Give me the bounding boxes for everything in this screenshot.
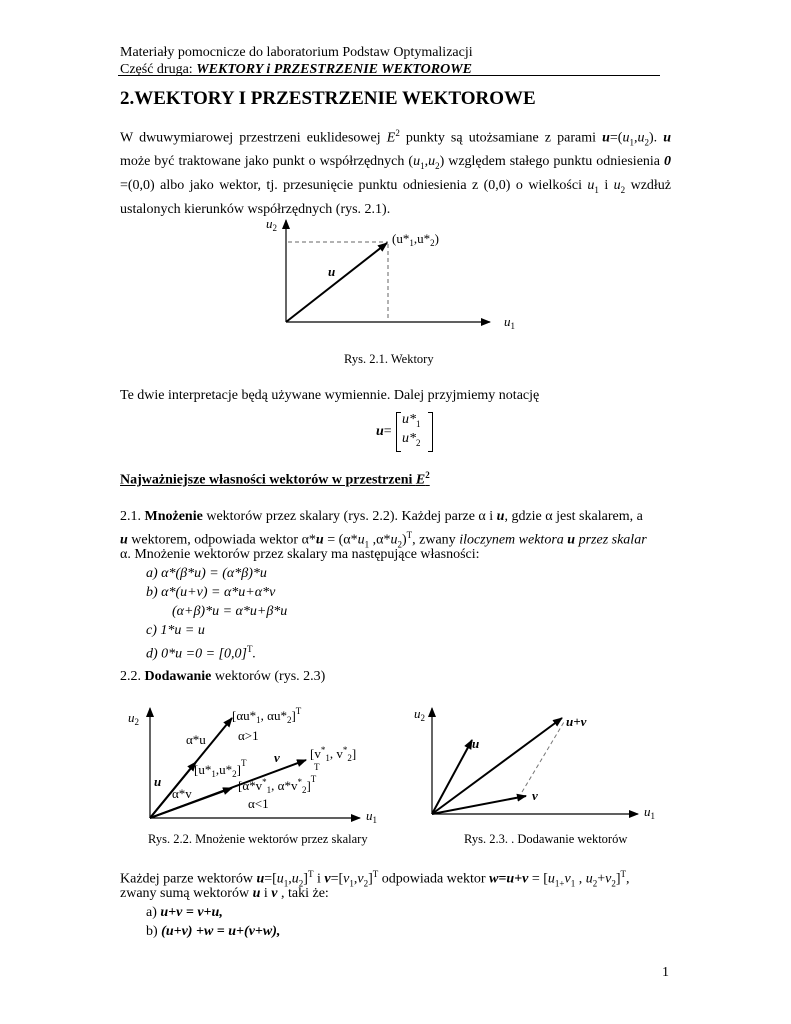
svg-text:u+v: u+v (566, 714, 587, 729)
sum-prop-a: a) u+v = v+u, (146, 905, 223, 920)
figure-3-caption: Rys. 2.3. . Dodawanie wektorów (464, 832, 628, 846)
svg-text:α<1: α<1 (248, 796, 269, 811)
svg-text:[u*1,u*2]T: $[u*_1,u*_2]^T$ (194, 758, 247, 779)
svg-text:T: T (314, 762, 320, 772)
mult-prop-b2: (α+β)*u = α*u+β*u (172, 604, 288, 619)
figure-scalar-multiplication (120, 700, 410, 828)
svg-text:u2: $u_2$ (414, 706, 425, 723)
svg-text:[αu*1, αu*2]T: [$\alpha u*_1$, $\alpha u*_2]^T$ (232, 706, 302, 725)
header-subtitle: WEKTORY i PRZESTRZENIE WEKTOROWE (196, 62, 472, 77)
mult-prop-c: c) 1*u = u (146, 623, 205, 638)
intro-paragraph: W dwuwymiarowej przestrzeni euklidesowej $E^2$ punkty są utożsamiane z parami $u=(u_1,u_2)$. u może być traktowane jako punkt o współrzędnych $(u_1,u_2)$ względem stałego punktu odniesienia 0 =(0,0) albo jako wektor, tj. przesunięcie punktu odniesienia z (0,0) o wielkości $u_1$ i $u_2$ wzdłuż ustalonych kierunków współrzędnych (rys. 2.1). (120, 128, 672, 218)
figure-vectors (260, 210, 520, 340)
sum-prop-b: b) (u+v) +w = u+(v+w), (146, 924, 281, 939)
header-rule (118, 75, 660, 76)
header-line-1: Materiały pomocnicze do laboratorium Podstaw Optymalizacji (120, 45, 473, 60)
notation-vector: u= $u*_1$ $u*_2$ (376, 410, 456, 454)
svg-text:u1: $u_1$ (366, 808, 377, 825)
add-heading: 2.2. Dodawanie wektorów (rys. 2.3) (120, 669, 326, 684)
point-label: $(u*_1,u*_2)$ (392, 231, 439, 248)
svg-text:α>1: α>1 (238, 728, 259, 743)
bracket-right (428, 412, 433, 452)
mult-prop-d: d) $0*u =0 = [0,0]^T$. (146, 644, 256, 662)
svg-text:α*v: α*v (172, 786, 192, 801)
svg-text:u: u (154, 774, 162, 789)
figure-1-caption: Rys. 2.1. Wektory (344, 352, 434, 366)
figure-2-caption: Rys. 2.2. Mnożenie wektorów przez skalary (148, 832, 368, 846)
mult-prop-b: b) α*(u+v) = α*u+α*v (146, 585, 276, 600)
mult-line-3: α. Mnożenie wektorów przez skalary ma następujące własności: (120, 547, 480, 562)
header-line-2: Część druga: WEKTORY i PRZESTRZENIE WEKTOROWE (120, 62, 472, 77)
notation-text: Te dwie interpretacje będą używane wymiennie. Dalej przyjmiemy notację (120, 388, 540, 403)
sum-line-1: Każdej parze wektorów $u=[u_1,u_2]^T$ i $v=[v_1,v_2]^T$ odpowiada wektor $w=u+v = [u_{1+}v_1$ , $u_2+v_2]^T$, (120, 869, 630, 889)
y-axis-label: $u_2$ (266, 216, 277, 233)
svg-text:u1: $u_1$ (644, 804, 655, 821)
svg-text:u2: $u_2$ (128, 710, 139, 727)
page-number: 1 (662, 965, 669, 980)
section-heading: Najważniejsze własności wektorów w przestrzeni $E^2$ (120, 470, 430, 488)
vector-u-label: u (328, 264, 336, 279)
mult-line-1: 2.1. Mnożenie wektorów przez skalary (rys. 2.2). Każdej parze α i u, gdzie α jest skalarem, a (120, 509, 643, 524)
svg-text:[v*1, v*2]: [$v^*_1$, $v^*_2$] (310, 745, 357, 763)
fig3-v-arrow (432, 796, 526, 814)
svg-text:u: u (472, 736, 480, 751)
x-axis-label: $u_1$ (504, 314, 515, 331)
page-title: 2.WEKTORY I PRZESTRZENIE WEKTOROWE (120, 88, 536, 109)
bracket-left (396, 412, 401, 452)
vector-u-arrow (286, 243, 387, 322)
fig3-u-arrow (432, 740, 472, 814)
svg-text:v: v (532, 788, 538, 803)
sum-arrow (432, 718, 562, 814)
mult-prop-a: a) α*(β*u) = (α*β)*u (146, 566, 267, 581)
sum-line-2: zwany sumą wektorów u i v , taki że: (120, 886, 329, 901)
svg-text:α*u: α*u (186, 732, 206, 747)
svg-text:v: v (274, 750, 280, 765)
figure-vector-addition (410, 700, 670, 828)
mult-line-2: u wektorem, odpowiada wektor $\alpha*u = (\alpha*u_1$ $,\alpha*u_2)^T$, zwany iloczynem wektora u przez skalar (120, 530, 647, 550)
svg-text:[α*v*1, α*v*2]T: [$\alpha*v^*_1$, $\alpha*v^*_2]^T$ (238, 774, 317, 795)
